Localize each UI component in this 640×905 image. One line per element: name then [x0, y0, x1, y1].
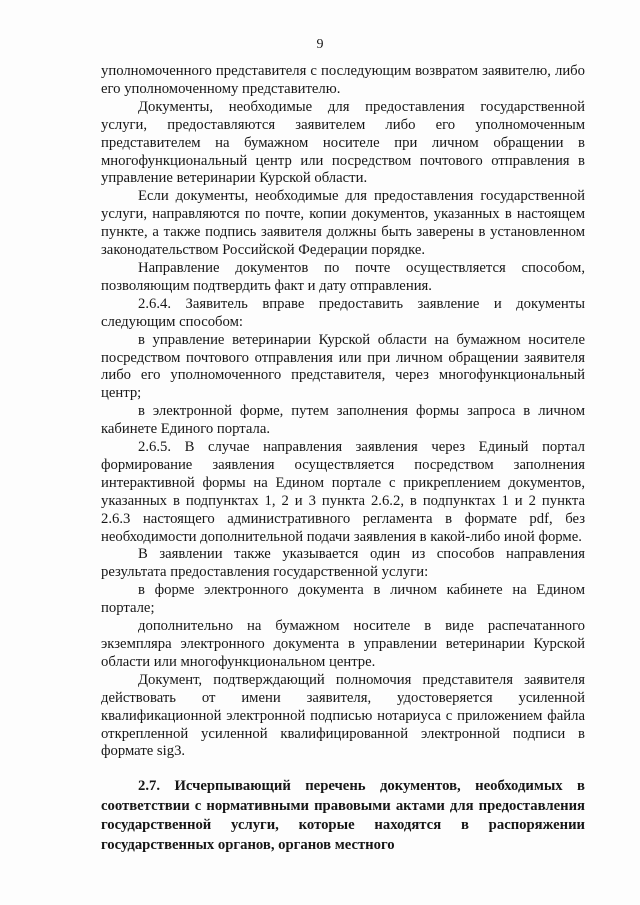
paragraph: Направление документов по почте осуществляется способом, позволяющим подтвердить факт и дату отправления.: [101, 259, 585, 294]
paragraph: в форме электронного документа в личном кабинете на Едином портале;: [101, 582, 585, 617]
section-heading: 2.7. Исчерпывающий перечень документов, необходимых в соответствии с нормативными правовыми актами для предоставления государственной услуги, которые находятся в распоряжении государственных органов, органов местного: [101, 778, 585, 853]
page-number: 9: [316, 37, 324, 52]
paragraph: дополнительно на бумажном носителе в виде распечатанного экземпляра электронного документа в управлении ветеринарии Курской области или многофункциональном центре.: [101, 618, 585, 670]
paragraph: Если документы, необходимые для предоставления государственной услуги, направляются по почте, копии документов, указанных в настоящем пункте, а также подпись заявителя должны быть заверены в установленном законодательством Российской Федерации порядке.: [101, 188, 585, 259]
section-heading-block: [101, 777, 585, 855]
paragraph: уполномоченного представителя с последующим возвратом заявителю, либо его уполномоченному представителю.: [101, 63, 585, 97]
paragraph: в управление ветеринарии Курской области на бумажном носителе посредством почтового отправления или при личном обращении заявителя либо его уполномоченного представителя, через многофункциональный центр;: [101, 331, 585, 402]
paragraph: 2.6.4. Заявитель вправе предоставить заявление и документы следующим способом:: [101, 295, 585, 330]
paragraph: в электронной форме, путем заполнения формы запроса в личном кабинете Единого портала.: [101, 403, 585, 438]
paragraph: В заявлении также указывается один из способов направления результата предоставления государственной услуги:: [101, 546, 585, 581]
paragraph: 2.6.5. В случае направления заявления через Единый портал формирование заявления осуществляется посредством заполнения интерактивной формы на Едином портале с прикреплением документов, указанных в подпунктах 1, 2 и 3 пункта 2.6.2, в подпунктах 1 и 2 пункта 2.6.3 настоящего административного регламента в формате pdf, без необходимости дополнительной подачи заявления в какой-либо иной форме.: [101, 439, 585, 545]
document-body: [101, 63, 585, 761]
paragraph: Документы, необходимые для предоставления государственной услуги, предоставляются заявителем либо его уполномоченным представителем на бумажном носителе при личном обращении в многофункциональный центр или посредством почтового отправления в управление ветеринарии Курской области.: [101, 98, 585, 187]
paragraph: Документ, подтверждающий полномочия представителя заявителя действовать от имени заявителя, удостоверяется усиленной квалификационной электронной подписью нотариуса с приложением файла открепленной усиленной квалифицированной электронной подписи в формате sig3.: [101, 671, 585, 760]
